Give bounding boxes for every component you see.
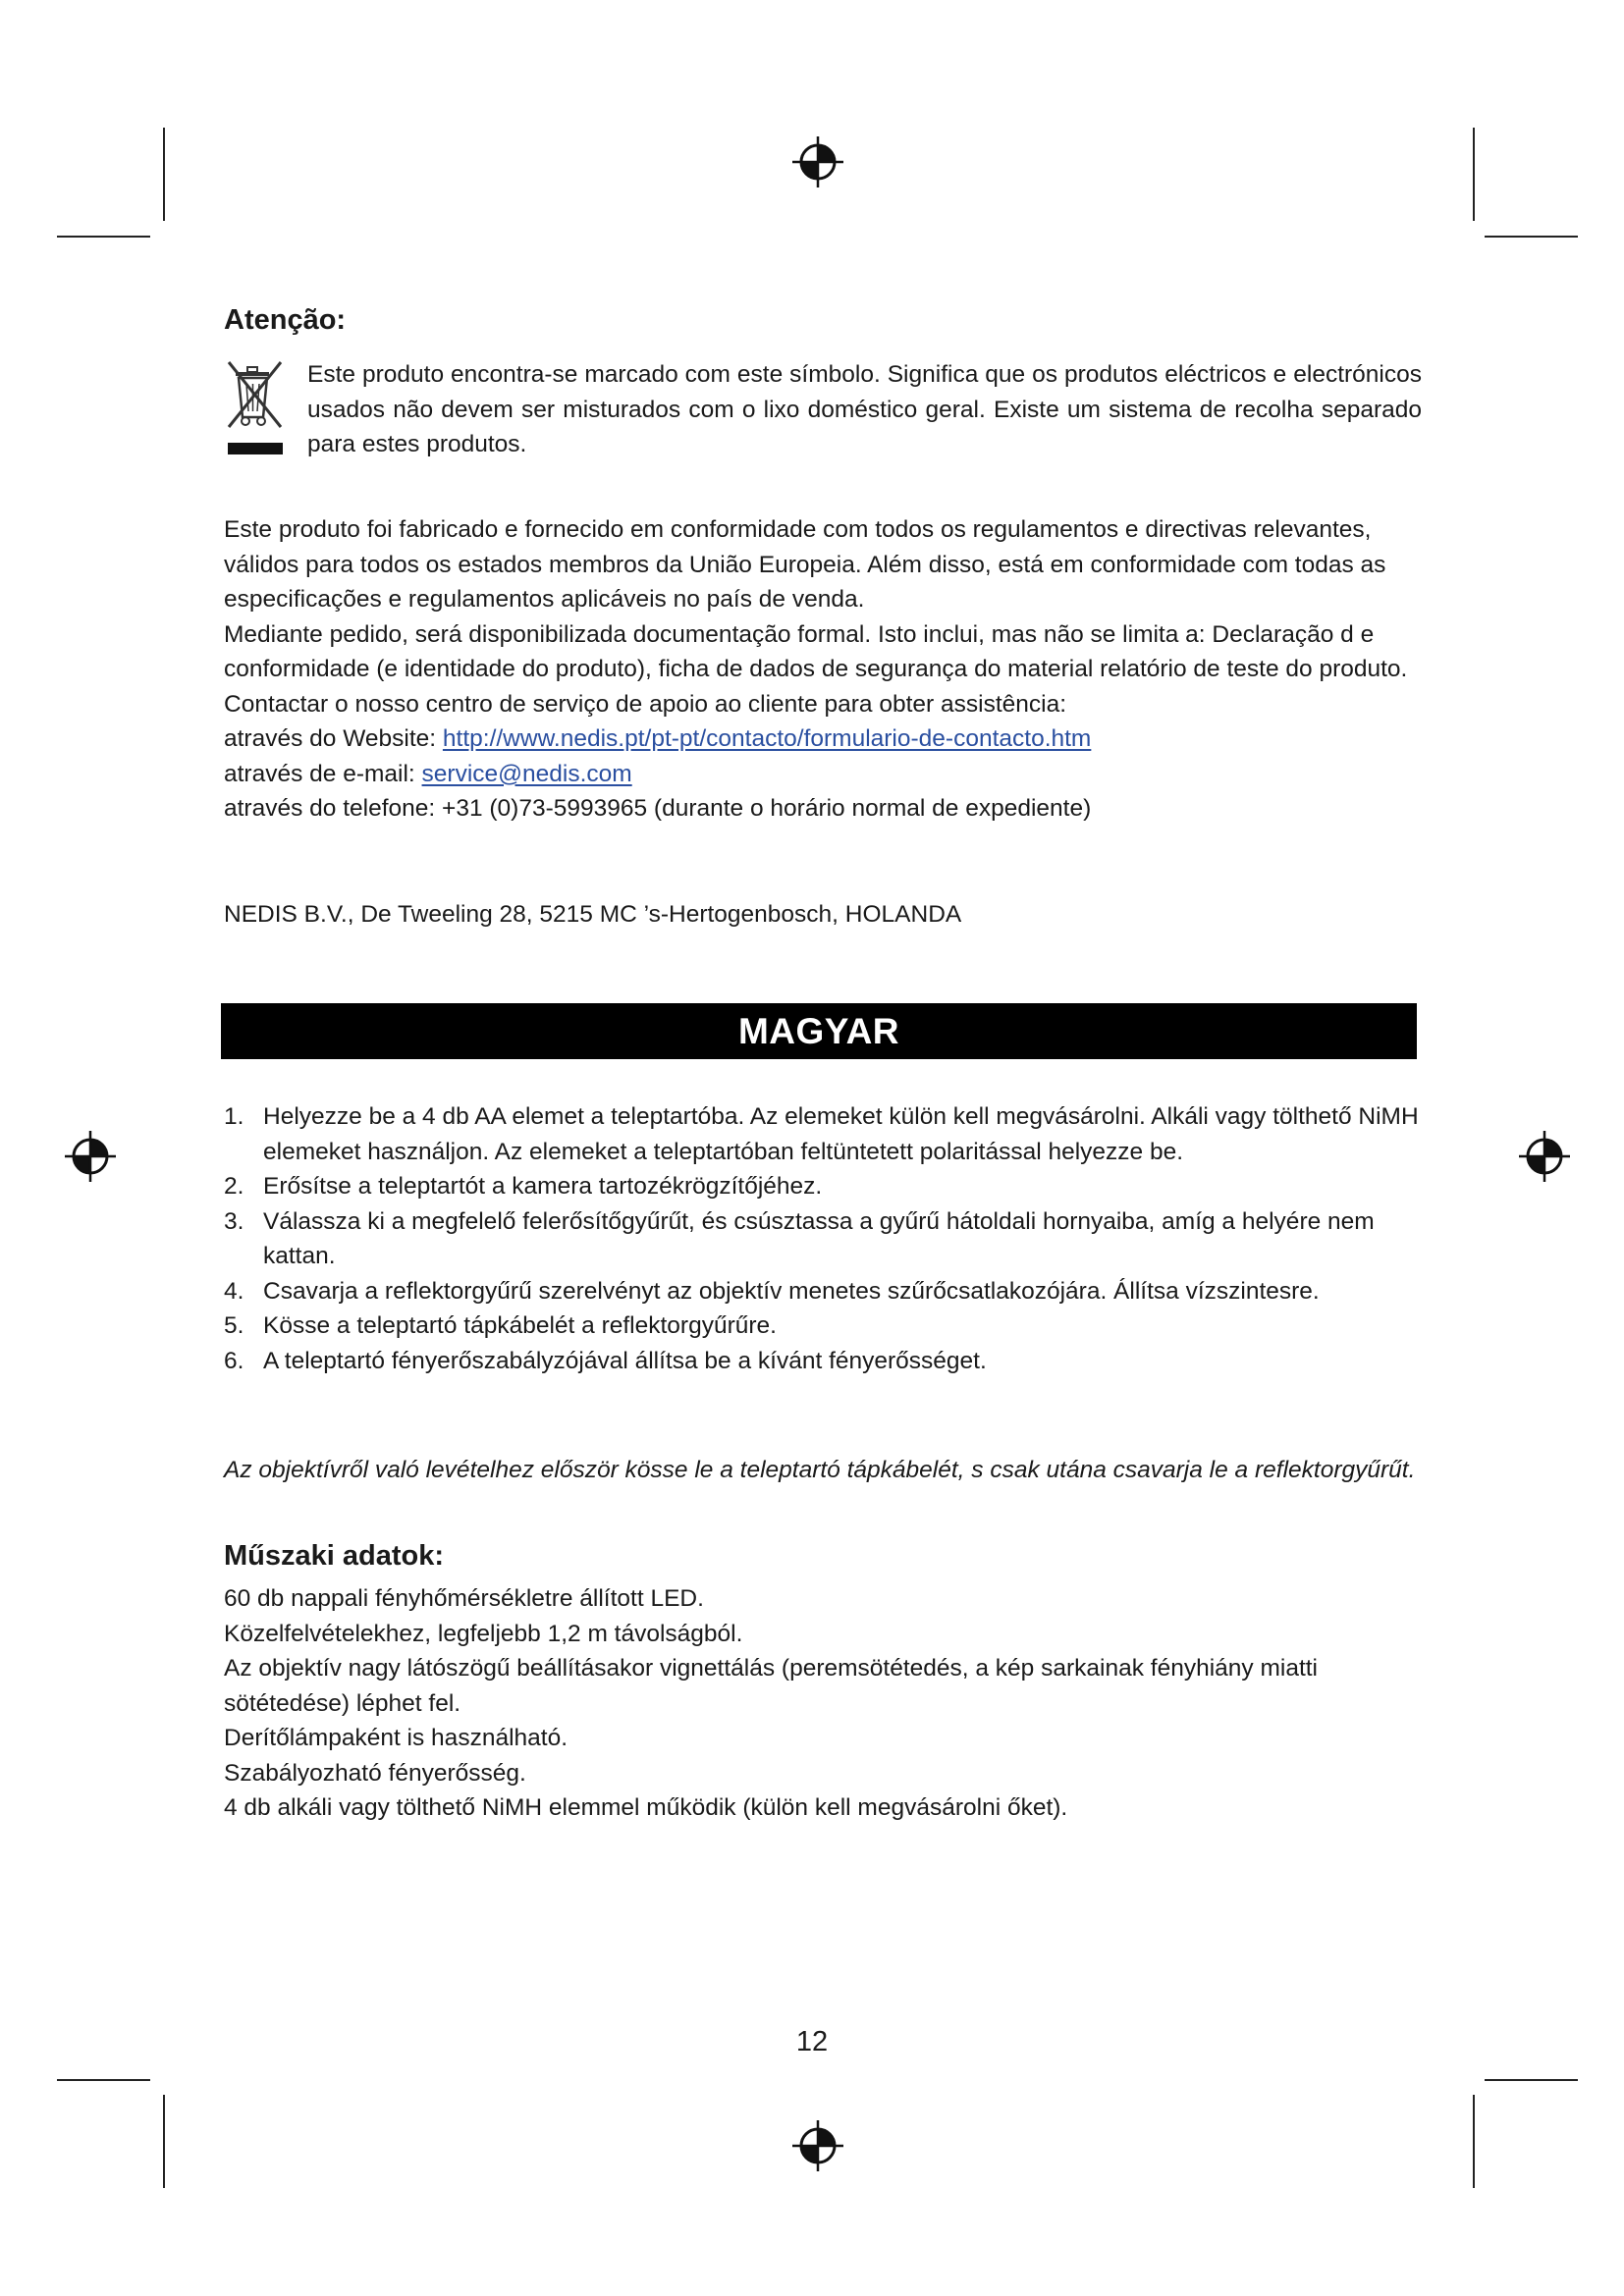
list-item: Szabályozható fényerősség.	[224, 1759, 526, 1787]
crop-mark-top-right-h	[1485, 236, 1578, 238]
registration-target-icon	[63, 1129, 118, 1184]
step-text: Erősítse a teleptartót a kamera tartozékrögzítőjéhez.	[263, 1173, 823, 1200]
list-item	[224, 1099, 1432, 1169]
step-text: Helyezze be a 4 db AA elemet a teleptartóba. Az elemeket külön kell megvásárolni. Alkáli vagy tölthető NiMH elemeket használjon. Az elemeket a teleptartóban feltüntetett polaritással helyezze be.	[263, 1103, 1419, 1165]
section-title-bar	[221, 1003, 1417, 1059]
step-text: Csavarja a reflektorgyűrű szerelvényt az objektív menetes szűrőcsatlakozójára. Állítsa vízszintesre.	[263, 1277, 1320, 1305]
compliance-text-block	[224, 512, 1432, 827]
crop-mark-bottom-right-v	[1473, 2095, 1475, 2188]
list-item: Az objektív nagy látószögű beállításakor vignettálás (peremsötétedés, a kép sarkainak fényhiány miatti sötétedése) léphet fel.	[224, 1655, 1318, 1717]
specs-heading: Műszaki adatok:	[224, 1540, 444, 1572]
section-title: MAGYAR	[737, 1011, 900, 1051]
crop-mark-bottom-left-v	[163, 2095, 165, 2188]
step-number: 1.	[224, 1103, 244, 1130]
crossed-out-wheelie-bin-icon	[224, 358, 287, 464]
list-item: 60 db nappali fényhőmérsékletre állított LED.	[224, 1585, 704, 1612]
step-number: 5.	[224, 1312, 244, 1339]
list-item	[224, 1344, 1432, 1379]
step-text: Válassza ki a megfelelő felerősítőgyűrűt, és csúsztassa a gyűrű hátoldali hornyaiba, amíg a helyére nem kattan.	[263, 1207, 1375, 1269]
phone-line: através do telefone: +31 (0)73-5993965 (durante o horário normal de expediente)	[224, 795, 1092, 822]
crop-mark-top-right-v	[1473, 128, 1475, 221]
step-number: 6.	[224, 1347, 244, 1374]
email-label: através de e-mail:	[224, 760, 415, 787]
contact-intro: Contactar o nosso centro de serviço de apoio ao cliente para obter assistência:	[224, 690, 1067, 718]
email-line	[224, 757, 1432, 792]
step-number: 2.	[224, 1173, 244, 1200]
page-number: 12	[795, 2026, 829, 2057]
list-item: 4 db alkáli vagy tölthető NiMH elemmel működik (külön kell megvásárolni őket).	[224, 1794, 1068, 1821]
list-item	[224, 1308, 1432, 1344]
list-item	[224, 1274, 1432, 1309]
documentation-paragraph: Mediante pedido, será disponibilizada documentação formal. Isto inclui, mas não se limita a: Declaração d e conformidade (e identidade do produto), ficha de dados de segurança do material relatório de teste do produto.	[224, 620, 1408, 682]
list-item: Derítőlámpaként is használható.	[224, 1725, 568, 1751]
list-item	[224, 1204, 1432, 1274]
compliance-paragraph: Este produto foi fabricado e fornecido em conformidade com todos os regulamentos e directivas relevantes, válidos para todos os estados membros da União Europeia. Além disso, está em conformidade com todas as especificações e regulamentos aplicáveis no país de venda.	[224, 516, 1386, 613]
registration-target-icon	[790, 2118, 845, 2173]
website-link[interactable]: http://www.nedis.pt/pt-pt/contacto/formulario-de-contacto.htm	[442, 725, 1092, 752]
attention-heading: Atenção:	[224, 304, 347, 336]
step-number: 3.	[224, 1207, 244, 1235]
weee-notice-text: Este produto encontra-se marcado com este símbolo. Significa que os produtos eléctricos e electrónicos usados não devem ser misturados com o lixo doméstico geral. Existe um sistema de recolha separado para estes produtos.	[307, 361, 1422, 457]
registration-target-icon	[790, 134, 845, 189]
website-line	[224, 721, 1432, 757]
list-item: Közelfelvételekhez, legfeljebb 1,2 m távolságból.	[224, 1620, 743, 1647]
removal-note: Az objektívről való levételhez először kösse le a teleptartó tápkábelét, s csak utána csavarja le a reflektorgyűrűt.	[224, 1457, 1416, 1483]
registration-target-icon	[1517, 1129, 1572, 1184]
instruction-steps	[224, 1099, 1432, 1378]
crop-mark-bottom-right-h	[1485, 2079, 1578, 2081]
list-item	[224, 1169, 1432, 1204]
website-label: através do Website:	[224, 725, 437, 752]
crop-mark-top-left-v	[163, 128, 165, 221]
step-text: A teleptartó fényerőszabályzójával állítsa be a kívánt fényerősséget.	[263, 1347, 987, 1374]
crop-mark-top-left-h	[57, 236, 150, 238]
step-text: Kösse a teleptartó tápkábelét a reflektorgyűrűre.	[263, 1312, 777, 1339]
step-number: 4.	[224, 1277, 244, 1305]
company-address: NEDIS B.V., De Tweeling 28, 5215 MC ’s-Hertogenbosch, HOLANDA	[224, 901, 962, 928]
email-link[interactable]: service@nedis.com	[421, 760, 632, 787]
crop-mark-bottom-left-h	[57, 2079, 150, 2081]
specs-list	[224, 1581, 1432, 1826]
